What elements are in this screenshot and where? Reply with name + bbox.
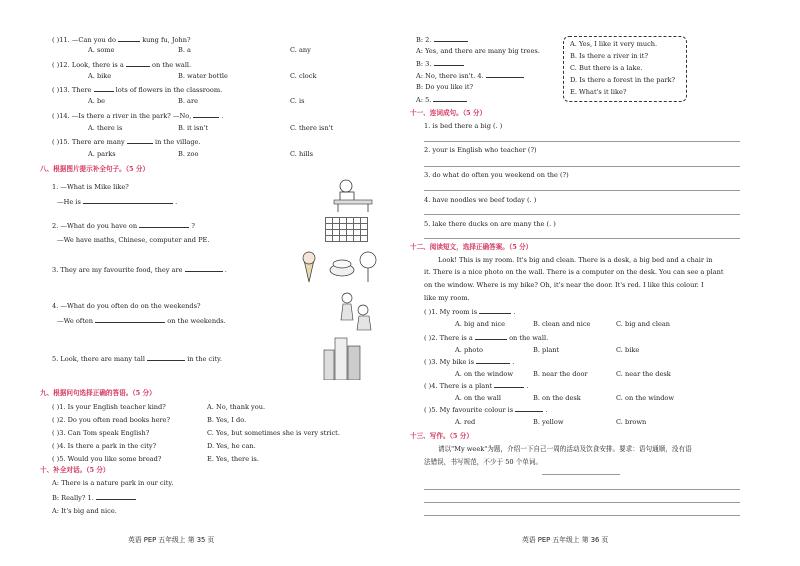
option-a: A. some xyxy=(88,46,115,54)
writing-prompt: 法错误，书写规范，不少于 50 个单词。 xyxy=(424,458,543,466)
option-a: A. red xyxy=(455,418,476,426)
dialog-line: A: No, there isn't. 4. xyxy=(416,71,524,81)
option-c: C. bike xyxy=(616,346,640,354)
option-b: B. on the desk xyxy=(533,394,581,402)
s8-item-1-answer: —He is . xyxy=(57,198,178,206)
answer-blank[interactable] xyxy=(193,111,219,118)
option-a: A. on the window xyxy=(455,370,513,378)
writing-prompt: 请以"My week"为题，介绍一下自己一周的活动及饮食安排。要求：语句通顺，没有语 xyxy=(438,445,692,453)
option-c: C. hills xyxy=(290,150,313,158)
box-option-a: A. Yes, I like it very much. xyxy=(570,40,658,48)
option-a: A. big and nice xyxy=(455,320,506,328)
passage-line: like my room. xyxy=(424,294,470,302)
timetable-illustration xyxy=(325,217,368,242)
page-footer: 英语 PEP 五年级上 第 35 页 xyxy=(128,536,215,544)
s11-item-5: 5. lake there ducks on are many the (. ) xyxy=(424,220,556,228)
option-b: B. it isn't xyxy=(178,124,209,132)
question-11: ( )11. —Can you do kung fu, John? xyxy=(52,36,191,44)
s8-item-2: 2. —What do you have on ? xyxy=(52,222,195,230)
option-c: C. near the desk xyxy=(616,370,671,378)
s9-answer-e: E. Yes, there is. xyxy=(207,455,259,463)
s8-item-1: 1. —What is Mike like? xyxy=(52,183,129,191)
answer-line[interactable] xyxy=(424,166,740,167)
answer-blank[interactable] xyxy=(434,35,468,42)
s9-answer-d: D. Yes, he can. xyxy=(207,442,256,450)
dialog-line: B: Really? 1. xyxy=(52,493,136,503)
option-a: A. photo xyxy=(455,346,484,354)
boy-writing-illustration xyxy=(330,178,380,214)
question-12: ( )12. Look, there is a on the wall. xyxy=(52,61,192,69)
section-13-title: 十三、写作。（5 分） xyxy=(410,432,473,440)
s9-answer-a: A. No, thank you. xyxy=(207,403,266,411)
section-12-title: 十二、阅读短文，选择正确答案。（5 分） xyxy=(410,243,533,251)
option-c: C. there isn't xyxy=(290,124,334,132)
question-14: ( )14. —Is there a river in the park? —No, . xyxy=(52,112,224,120)
section-9-title: 九、根据问句选择正确的答语。（5 分） xyxy=(40,389,156,397)
answer-blank[interactable] xyxy=(185,265,223,272)
answer-blank[interactable] xyxy=(515,405,543,412)
dialog-line: B: 2. xyxy=(416,35,468,45)
option-b: B. water bottle xyxy=(178,72,228,80)
answer-blank[interactable] xyxy=(486,71,524,78)
answer-line[interactable] xyxy=(424,141,740,142)
answer-line[interactable] xyxy=(424,214,740,215)
answer-line[interactable] xyxy=(424,190,740,191)
option-c: C. brown xyxy=(616,418,647,426)
option-b: B. clean and nice xyxy=(533,320,591,328)
section-10-title: 十、补全对话。（5 分） xyxy=(40,466,110,474)
dialog-line: A: There is a nature park in our city. xyxy=(52,479,174,487)
section-8-title: 八、根据图片提示补全句子。（5 分） xyxy=(40,165,150,173)
answer-blank[interactable] xyxy=(118,35,140,42)
box-option-b: B. Is there a river in it? xyxy=(570,52,648,60)
section-11-title: 十一、连词成句。（5 分） xyxy=(410,109,487,117)
s9-question-4: ( )4. Is there a park in the city? xyxy=(52,442,157,450)
option-a: A. on the wall xyxy=(455,394,501,402)
s9-question-5: ( )5. Would you like some bread? xyxy=(52,455,162,463)
answer-blank[interactable] xyxy=(95,316,165,323)
buildings-illustration xyxy=(322,334,364,380)
s9-answer-b: B. Yes, I do. xyxy=(207,416,247,424)
option-c: C. is xyxy=(290,97,305,105)
s8-item-4: 4. —What do you often do on the weekends? xyxy=(52,302,201,310)
option-a: A. bike xyxy=(88,72,112,80)
answer-blank[interactable] xyxy=(475,333,507,340)
option-c: C. big and clean xyxy=(616,320,671,328)
writing-line[interactable] xyxy=(424,489,740,490)
answer-line[interactable] xyxy=(424,238,740,239)
s9-question-2: ( )2. Do you often read books here? xyxy=(52,416,170,424)
page-footer: 英语 PEP 五年级上 第 36 页 xyxy=(522,536,609,544)
s12-question-4: ( )4. There is a plant . xyxy=(424,382,529,390)
dialog-line: B: 3. xyxy=(416,59,464,69)
passage-line: it. There is a nice photo on the wall. There is a computer on the desk. You can see a plant xyxy=(424,268,724,276)
option-b: B. are xyxy=(178,97,199,105)
option-c: C. clock xyxy=(290,72,317,80)
s8-item-5: 5. Look, there are many tall in the city. xyxy=(52,355,222,363)
writing-line[interactable] xyxy=(424,502,740,503)
title-line[interactable] xyxy=(542,474,620,475)
s8-item-4-answer: —We often on the weekends. xyxy=(57,317,226,325)
dialog-line: A: It's big and nice. xyxy=(52,507,117,515)
question-13: ( )13. There lots of flowers in the classroom. xyxy=(52,86,223,94)
dialog-line: A: Yes, and there are many big trees. xyxy=(416,47,540,55)
kids-playing-illustration xyxy=(335,290,375,332)
answer-blank[interactable] xyxy=(433,95,467,102)
option-b: B. zoo xyxy=(178,150,199,158)
question-15: ( )15. There are many in the village. xyxy=(52,138,201,146)
passage-line: Look! This is my room. It's big and clean. There is a desk, a big bed and a chair in xyxy=(438,256,713,264)
option-b: B. a xyxy=(178,46,191,54)
answer-blank[interactable] xyxy=(494,381,524,388)
dialog-line: B: Do you like it? xyxy=(416,83,474,91)
answer-blank[interactable] xyxy=(96,493,136,500)
s8-item-2-answer: —We have maths, Chinese, computer and PE. xyxy=(57,236,210,244)
dialog-line: A: 5. xyxy=(416,95,467,105)
right-page xyxy=(400,0,800,566)
option-a: A. parks xyxy=(88,150,116,158)
s8-item-3: 3. They are my favourite food, they are . xyxy=(52,266,227,274)
option-b: B. yellow xyxy=(533,418,564,426)
option-b: B. plant xyxy=(533,346,560,354)
box-option-c: C. But there is a lake. xyxy=(570,64,643,72)
s11-item-1: 1. is bed there a big (. ) xyxy=(424,122,503,130)
s12-question-2: ( )2. There is a on the wall. xyxy=(424,334,549,342)
s11-item-2: 2. your is English who teacher (?) xyxy=(424,146,537,154)
passage-line: on the window. Where is my bike? Oh, it's near the door. It's red. I like this colour. I xyxy=(424,281,704,289)
answer-blank[interactable] xyxy=(126,60,150,67)
answer-blank[interactable] xyxy=(147,354,185,361)
answer-blank[interactable] xyxy=(127,137,153,144)
s9-answer-c: C. Yes, but sometimes she is very strict. xyxy=(207,429,340,437)
answer-blank[interactable] xyxy=(83,197,173,204)
answer-blank[interactable] xyxy=(94,85,114,92)
option-c: C. any xyxy=(290,46,311,54)
option-a: A. be xyxy=(88,97,106,105)
answer-blank[interactable] xyxy=(434,59,464,66)
answer-blank[interactable] xyxy=(139,221,189,228)
answer-blank[interactable] xyxy=(476,357,510,364)
food-illustration xyxy=(300,250,380,284)
s11-item-4: 4. have noodles we beef today (. ) xyxy=(424,196,537,204)
option-b: B. near the door xyxy=(533,370,588,378)
s9-question-1: ( )1. Is your English teacher kind? xyxy=(52,403,166,411)
options-box xyxy=(563,36,687,102)
s11-item-3: 3. do what do often you weekend on the (?) xyxy=(424,171,569,179)
box-option-e: E. What's it like? xyxy=(570,88,627,96)
writing-line[interactable] xyxy=(424,515,740,516)
s12-question-5: ( )5. My favourite colour is . xyxy=(424,406,548,414)
s9-question-3: ( )3. Can Tom speak English? xyxy=(52,429,150,437)
box-option-d: D. Is there a forest in the park? xyxy=(570,76,676,84)
answer-blank[interactable] xyxy=(479,307,511,314)
option-a: A. there is xyxy=(88,124,123,132)
s12-question-3: ( )3. My bike is . xyxy=(424,358,515,366)
option-c: C. on the window xyxy=(616,394,675,402)
s12-question-1: ( )1. My room is . xyxy=(424,308,516,316)
